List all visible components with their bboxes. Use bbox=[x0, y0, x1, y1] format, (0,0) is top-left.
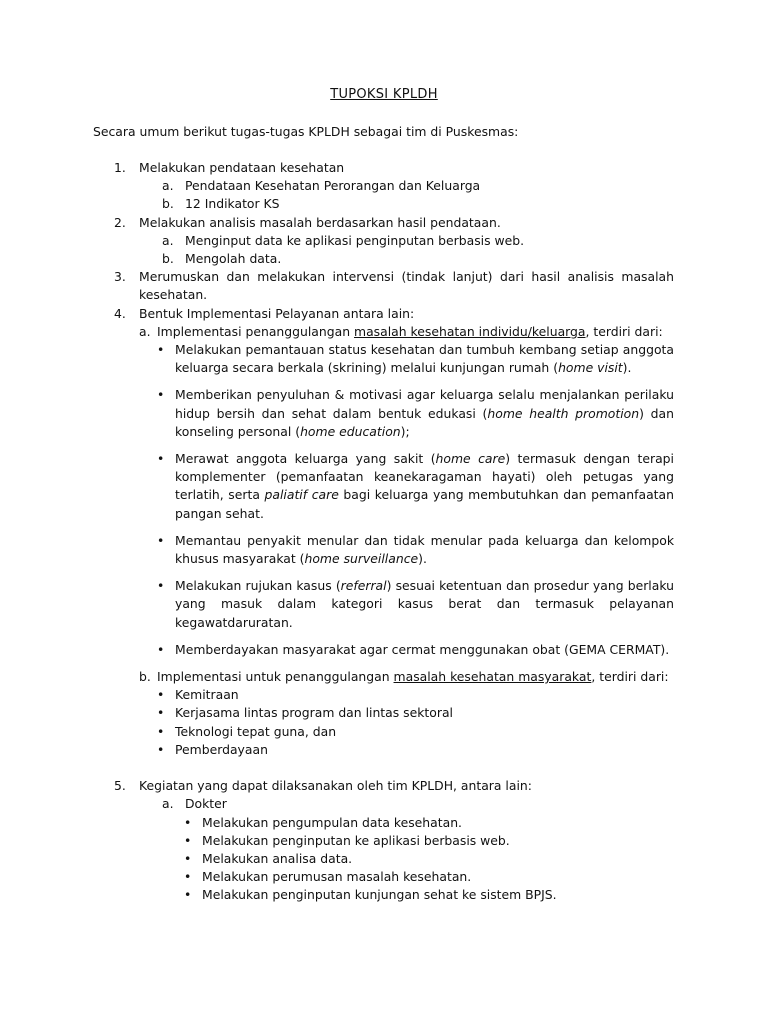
sub-item-2a: a. Menginput data ke aplikasi penginputan berbasis web. bbox=[162, 232, 525, 248]
bullet-4a-4: • Memantau penyakit menular dan tidak menular pada keluarga dan kelompok khusus masyarakat (home surveillance). bbox=[157, 532, 674, 567]
sub-item-4b: b. Implementasi untuk penanggulangan masalah kesehatan masyarakat, terdiri dari: bbox=[139, 669, 669, 685]
bullet-5a-5: • Melakukan penginputan kunjungan sehat ke sistem BPJS. bbox=[0, 886, 768, 904]
bullet-4a-5: • Melakukan rujukan kasus (referral) sesuai ketentuan dan prosedur yang berlaku yang masuk dalam kategori kasus berat dan termasuk pelayanan kegawatdaruratan. bbox=[157, 578, 674, 630]
bullet-4b-2: • Kerjasama lintas program dan lintas sektoral bbox=[0, 704, 768, 722]
bullet-4a-2: • Memberikan penyuluhan & motivasi agar keluarga selalu menjalankan perilaku hidup bersih dan sehat dalam bentuk edukasi (home health promotion) dan konseling personal (home education); bbox=[157, 387, 674, 439]
bullet-icon: • bbox=[157, 641, 165, 657]
sub-item-5a: a. Dokter bbox=[162, 796, 227, 812]
bullet-4b-4: • Pemberdayaan bbox=[0, 741, 768, 759]
intro-text: Secara umum berikut tugas-tugas KPLDH sebagai tim di Puskesmas: bbox=[93, 124, 519, 139]
list-item-2: 2. Melakukan analisis masalah berdasarkan hasil pendataan. bbox=[114, 214, 501, 230]
list-item-1: 1. Melakukan pendataan kesehatan bbox=[114, 160, 345, 175]
bullet-icon: • bbox=[157, 723, 165, 739]
bullet-icon: • bbox=[157, 342, 165, 358]
bullet-4b-1: • Kemitraan bbox=[0, 686, 768, 704]
bullet-icon: • bbox=[184, 869, 192, 885]
bullet-icon: • bbox=[157, 687, 165, 703]
bullet-icon: • bbox=[184, 850, 192, 866]
bullet-icon: • bbox=[184, 887, 192, 903]
list-item-3: 3. Merumuskan dan melakukan intervensi (tindak lanjut) dari hasil analisis masalah kesehatan. bbox=[114, 269, 674, 303]
sub-item-1b: b. 12 Indikator KS bbox=[162, 196, 280, 212]
bullet-icon: • bbox=[157, 705, 165, 721]
bullet-4b-3: • Teknologi tepat guna, dan bbox=[0, 723, 768, 741]
bullet-4a-1: • Melakukan pemantauan status kesehatan dan tumbuh kembang setiap anggota keluarga secara berkala (skrining) melalui kunjungan rumah (home visit). bbox=[157, 342, 674, 376]
bullet-icon: • bbox=[157, 387, 165, 403]
bullet-4a-3: • Merawat anggota keluarga yang sakit (home care) termasuk dengan terapi komplementer (pemanfaatan keanekaragaman hayati) oleh petugas yang terlatih, serta paliatif care bagi keluarga yang membutuhkan dan pemanfaatan pangan sehat. bbox=[157, 451, 674, 521]
sub-item-1a: a. Pendataan Kesehatan Perorangan dan Keluarga bbox=[162, 178, 481, 194]
bullet-icon: • bbox=[157, 532, 165, 548]
list-item-5: 5. Kegiatan yang dapat dilaksanakan oleh tim KPLDH, antara lain: bbox=[114, 778, 532, 794]
bullet-4a-6: • Memberdayakan masyarakat agar cermat menggunakan obat (GEMA CERMAT). bbox=[0, 641, 768, 659]
bullet-icon: • bbox=[157, 741, 165, 757]
document-title: TUPOKSI KPLDH bbox=[330, 87, 438, 102]
bullet-5a-4: • Melakukan perumusan masalah kesehatan. bbox=[0, 868, 768, 886]
list-item-4: 4. Bentuk Implementasi Pelayanan antara lain: bbox=[114, 305, 415, 321]
bullet-icon: • bbox=[184, 832, 192, 848]
sub-item-2b: b. Mengolah data. bbox=[162, 251, 282, 267]
bullet-5a-2: • Melakukan penginputan ke aplikasi berbasis web. bbox=[0, 832, 768, 850]
bullet-icon: • bbox=[157, 451, 165, 467]
bullet-5a-3: • Melakukan analisa data. bbox=[0, 850, 768, 868]
sub-item-4a: a. Implementasi penanggulangan masalah kesehatan individu/keluarga, terdiri dari: bbox=[139, 323, 663, 339]
bullet-5a-1: • Melakukan pengumpulan data kesehatan. bbox=[0, 814, 768, 832]
task-list bbox=[0, 159, 768, 905]
bullet-icon: • bbox=[157, 578, 165, 594]
bullet-icon: • bbox=[184, 814, 192, 830]
